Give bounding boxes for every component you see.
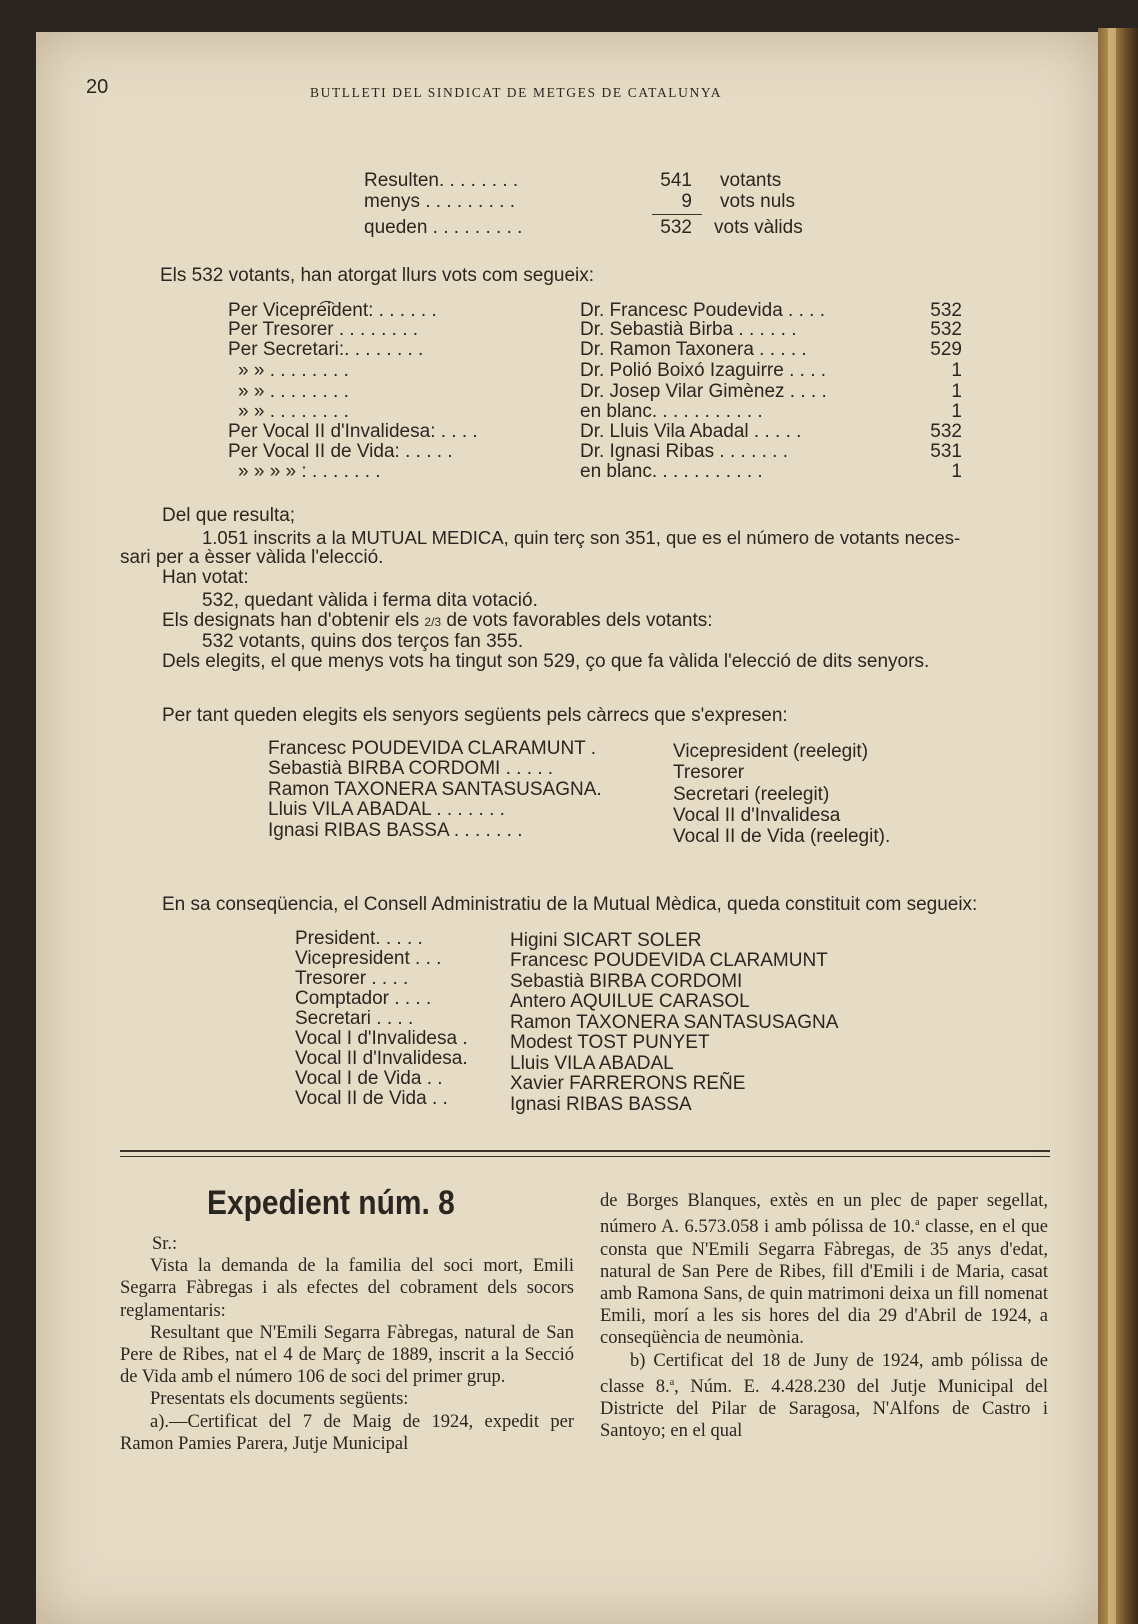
vote-candidate: Dr. Polió Boixó Izaguirre . . . . (580, 360, 827, 381)
page-number: 20 (86, 76, 109, 98)
vote-candidate: Dr. Sebastià Birba . . . . . . (580, 319, 797, 340)
vote-candidate: en blanc. . . . . . . . . . . (580, 461, 763, 482)
vote-count: 1 (951, 360, 962, 381)
result-line: sari per a èsser vàlida l'elecció. (120, 547, 384, 568)
council-intro: En sa conseqüencia, el Consell Administratiu de la Mutual Mèdica, queda constituit com segueix: (162, 894, 978, 915)
elected-role: Vocal II d'Invalidesa (673, 805, 841, 826)
elected-role: Vocal II de Vida (reelegit). (673, 826, 891, 847)
salutation: Sr.: (152, 1234, 178, 1254)
paragraph: a).—Certificat del 7 de Maig de 1924, expedit per Ramon Pamies Parera, Jutje Municipal (120, 1411, 574, 1454)
council-name: Sebastià BIRBA CORDOMI (510, 971, 743, 992)
vote-count: 1 (951, 461, 962, 482)
council-name: Xavier FARRERONS REÑE (510, 1073, 746, 1094)
council-role: President. . . . . (295, 928, 423, 949)
elected-name: Ignasi RIBAS BASSA . . . . . . . (268, 820, 523, 841)
tally-label: queden . . . . . . . . . (364, 217, 523, 238)
elected-intro: Per tant queden elegits els senyors següents pels càrrecs que s'expresen: (162, 705, 788, 726)
vote-count: 532 (930, 319, 962, 340)
section-rule-bottom (120, 1156, 1050, 1157)
vote-count: 532 (930, 421, 962, 442)
elected-name: Lluis VILA ABADAL . . . . . . . (268, 799, 505, 820)
vote-candidate: Dr. Lluis Vila Abadal . . . . . (580, 421, 802, 442)
elected-name: Ramon TAXONERA SANTASUSAGNA. (268, 779, 602, 800)
tally-sum-rule (652, 214, 702, 215)
left-column (120, 1233, 574, 1455)
council-name: Lluis VILA ABADAL (510, 1053, 674, 1074)
council-role: Vocal I d'Invalidesa . (295, 1028, 468, 1049)
tally-label: Resulten. . . . . . . . (364, 170, 519, 191)
vote-office: » » . . . . . . . . (238, 360, 349, 381)
council-name: Francesc POUDEVIDA CLARAMUNT (510, 950, 828, 971)
elected-name: Sebastià BIRBA CORDOMI . . . . . (268, 758, 554, 779)
council-role: Vocal II d'Invalidesa. (295, 1048, 468, 1069)
elected-role: Vicepresident (reelegit) (673, 741, 869, 762)
votes-intro: Els 532 votants, han atorgat llurs vots com segueix: (160, 265, 595, 286)
tally-value: 541 (660, 170, 692, 191)
paragraph: Resultant que N'Emili Segarra Fàbregas, natural de San Pere de Ribes, nat el 4 de Març de 1889, inscrit a la Secció de Vida amb el número 106 de soci del primer grup. (120, 1322, 574, 1388)
vote-office: » » . . . . . . . . (238, 401, 349, 422)
vote-candidate: Dr. Francesc Poudevida . . . . (580, 300, 825, 321)
council-name: Higini SICART SOLER (510, 930, 702, 951)
vote-office: Per Tresorer . . . . . . . . (228, 319, 419, 340)
tally-label: menys . . . . . . . . . (364, 191, 515, 212)
vote-office: Per Vicepre͡ident: . . . . . . (228, 300, 437, 321)
vote-office: Per Vocal II d'Invalidesa: . . . . (228, 421, 478, 442)
right-column (600, 1190, 1048, 1443)
vote-candidate: Dr. Ramon Taxonera . . . . . (580, 339, 807, 360)
elected-role: Tresorer (673, 762, 745, 783)
paragraph: Vista la demanda de la familia del soci mort, Emili Segarra Fàbregas i als efectes del cobrament dels socors reglamentaris: (120, 1256, 574, 1321)
result-line: 532 votants, quins dos terços fan 355. (202, 631, 524, 652)
elected-name: Francesc POUDEVIDA CLARAMUNT . (268, 738, 597, 759)
result-line: Dels elegits, el que menys vots ha tingut son 529, ço que fa vàlida l'elecció de dits senyors. (162, 651, 930, 672)
council-name: Modest TOST PUNYET (510, 1032, 710, 1053)
book-edge-stripe (1108, 28, 1116, 1624)
council-name: Ignasi RIBAS BASSA (510, 1094, 692, 1115)
vote-office: » » » » : . . . . . . . (238, 461, 381, 482)
result-line: 1.051 inscrits a la MUTUAL MEDICA, quin terç son 351, que es el número de votants neces- (202, 527, 961, 548)
paragraph: Presentats els documents següents: (150, 1389, 409, 1410)
council-role: Vocal I de Vida . . (295, 1068, 443, 1089)
council-name: Antero AQUILUE CARASOL (510, 991, 750, 1012)
section-heading: Expedient núm. 8 (207, 1184, 455, 1222)
vote-count: 529 (930, 339, 962, 360)
vote-office: » » . . . . . . . . (238, 381, 349, 402)
tally-unit: vots nuls (720, 191, 795, 212)
vote-count: 1 (951, 381, 962, 402)
result-line: 532, quedant vàlida i ferma dita votació. (202, 590, 538, 611)
council-role: Comptador . . . . (295, 988, 432, 1009)
elected-role: Secretari (reelegit) (673, 784, 830, 805)
tally-value: 9 (681, 191, 692, 212)
fraction: 2/3 (424, 615, 442, 629)
paragraph: de Borges Blanques, extès en un plec de paper segellat, número A. 6.573.058 i amb pólissa de 10.$^a$ classe, en el que consta que N'Emili Segarra Fàbregas, de 35 anys d'edat, natural de San Pere de Ribes, fill d'Emili i de Maria, casat amb Ramona Sans, de quin matrimoni deixa un fill nomenat Emili, morí a les sis hores del dia 29 d'Abril de 1924, a conseqüència de neumònia. (600, 1191, 1048, 1349)
result-line: Han votat: (162, 567, 249, 588)
result-line: Del que resulta; (162, 505, 296, 526)
vote-count: 1 (951, 401, 962, 422)
paragraph: b) Certificat del 18 de Juny de 1924, amb pólissa de classe 8.$^a$, Núm. E. 4.428.230 del Jutje Municipal del Districte del Pilar de Saragosa, N'Alfons de Castro i Santoyo; en el qual (600, 1350, 1048, 1442)
council-role: Vicepresident . . . (295, 948, 442, 969)
tally-unit: votants (720, 170, 782, 191)
vote-candidate: Dr. Ignasi Ribas . . . . . . . (580, 441, 789, 462)
vote-candidate: Dr. Josep Vilar Gimènez . . . . (580, 381, 827, 402)
council-role: Vocal II de Vida . . (295, 1088, 448, 1109)
council-name: Ramon TAXONERA SANTASUSAGNA (510, 1012, 839, 1033)
council-role: Tresorer . . . . (295, 968, 409, 989)
vote-office: Per Secretari:. . . . . . . . (228, 339, 424, 360)
book-edge (1098, 28, 1138, 1624)
tally-value: 532 (660, 217, 692, 238)
vote-office: Per Vocal II de Vida: . . . . . (228, 441, 453, 462)
vote-count: 532 (930, 300, 962, 321)
vote-count: 531 (930, 441, 962, 462)
running-title: BUTLLETI DEL SINDICAT DE METGES DE CATALUNYA (310, 85, 723, 100)
section-rule-top (120, 1150, 1050, 1152)
result-line: Els designats han d'obtenir els 2/3 de vots favorables dels votants: (162, 610, 713, 631)
council-role: Secretari . . . . (295, 1008, 414, 1029)
vote-candidate: en blanc. . . . . . . . . . . (580, 401, 763, 422)
tally-unit: vots vàlids (714, 217, 803, 238)
